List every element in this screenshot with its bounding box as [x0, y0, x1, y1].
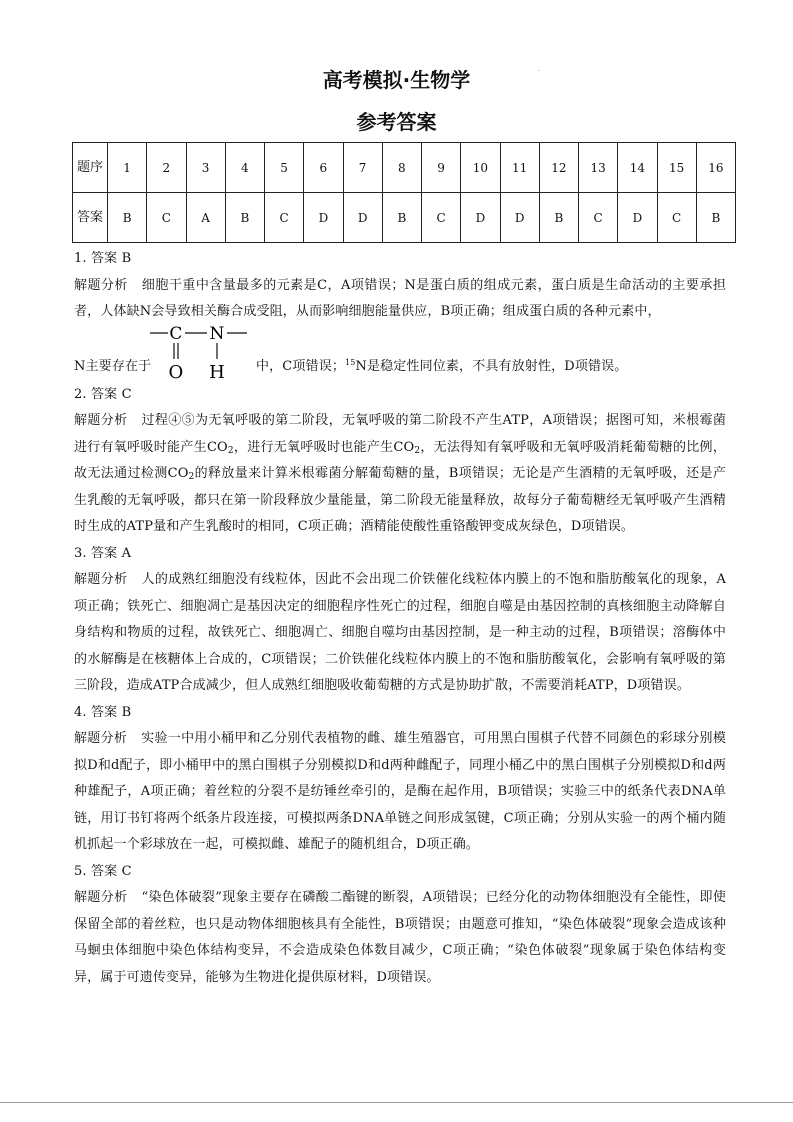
isotope-15: 15 [345, 357, 356, 367]
atom-h: H [209, 361, 225, 382]
q4-label: 解题分析 [74, 731, 128, 746]
answer-cell: C [422, 193, 461, 243]
number-row-header: 题序 [73, 143, 108, 193]
question-number-cell: 16 [696, 143, 735, 193]
q2-sub2: 2 [414, 445, 421, 456]
answer-row-header: 答案 [73, 193, 108, 243]
answer-table-number-row [73, 143, 736, 193]
question-number-cell: 2 [147, 143, 186, 193]
answer-cell: B [108, 193, 147, 243]
q3-label: 解题分析 [74, 572, 128, 587]
question-number-cell: 15 [657, 143, 696, 193]
question-number-cell: 14 [618, 143, 657, 193]
q4-heading: 4. 答案 B [74, 704, 132, 720]
scan-dot: . [538, 66, 540, 73]
q5-analysis [74, 885, 726, 991]
answer-cell: C [147, 193, 186, 243]
q5-heading: 5. 答案 C [74, 863, 132, 879]
answer-cell: D [618, 193, 657, 243]
answer-cell: B [382, 193, 421, 243]
q2-p2: ，进行无氧呼吸时也能产生CO [233, 439, 415, 455]
answer-table [72, 142, 736, 243]
q1-text-b: 中，C项错误； [256, 358, 345, 374]
q1-n-mainly: N主要存在于 [74, 358, 152, 374]
answer-cell: B [696, 193, 735, 243]
atom-c: C [169, 323, 183, 344]
q1-formula-line [74, 324, 726, 382]
q2-sub3: 2 [188, 472, 195, 482]
answer-cell: C [579, 193, 618, 243]
q2-p4: 的释放量来计算米根霉菌分解葡萄糖的量，B项错误；无论是产生酒精的无氧呼吸，还是产生乳酸的无氧呼吸，都只在第一阶段释放少量能量，第二阶段无能量释放，故每分子葡萄糖经无氧呼吸产生酒精时生成的ATP量和产生乳酸时的相同，C项正确；酒精能使酸性重铬酸钾变成灰绿色，D项错误。 [74, 466, 726, 534]
q2-heading: 2. 答案 C [74, 386, 132, 402]
answer-cell: D [461, 193, 500, 243]
question-number-cell: 10 [461, 143, 500, 193]
q5-text: “染色体破裂”现象主要存在磷酸二酯键的断裂，A项错误；已经分化的动物体细胞没有全能性，即使保留全部的着丝粒，也只是动物体细胞核具有全能性，B项错误；由题意可推知，“染色体破裂”现象会造成该种马蛔虫体细胞中染色体结构变异，不会造成染色体数目减少，C项正确；“染色体破裂”现象属于染色体结构变异，属于可遗传变异，能够为生物进化提供原材料，D项错误。 [74, 890, 726, 985]
q1-label: 解题分析 [74, 277, 128, 293]
question-number-cell: 13 [579, 143, 618, 193]
q2-analysis [74, 408, 726, 541]
question-number-cell: 11 [500, 143, 539, 193]
explanations [74, 246, 726, 991]
question-number-cell: 7 [343, 143, 382, 193]
answer-cell: C [265, 193, 304, 243]
question-number-cell: 8 [382, 143, 421, 193]
answer-cell: A [186, 193, 225, 243]
q3-text: 人的成熟红细胞没有线粒体，因此不会出现二价铁催化线粒体内膜上的不饱和脂肪酸氧化的现象，A项正确；铁死亡、细胞凋亡是基因决定的细胞程序性死亡的过程，细胞自噬是由基因控制的真核细胞主动降解自身结构和物质的过程，故铁死亡、细胞凋亡、细胞自噬均由基因控制，是一种主动的过程，B项错误；溶酶体中的水解酶是在核糖体上合成的，C项错误；二价铁催化线粒体内膜上的不饱和脂肪酸氧化，会影响有氧呼吸的第三阶段，造成ATP合成减少，但人成熟红细胞吸收葡萄糖的方式是协助扩散，不需要消耗ATP，D项错误。 [74, 572, 726, 693]
answer-cell: D [343, 193, 382, 243]
q4-text: 实验一中用小桶甲和乙分别代表植物的雌、雄生殖器官，可用黑白围棋子代替不同颜色的彩球分别模拟D和d配子，即小桶甲中的黑白围棋子分别模拟D和d两种雌配子，同理小桶乙中的黑白围棋子分别模拟D和d两种雄配子，A项正确；着丝粒的分裂不是纺锤丝牵引的，是酶在起作用，B项错误；实验三中的纸条代表DNA单链，用订书钉将两个纸条片段连接，可模拟两条DNA单链之间形成氢键，C项正确；分别从实验一的两个桶内随机抓起一个彩球放在一起，可模拟雌、雄配子的随机组合，D项正确。 [74, 731, 726, 852]
question-number-cell: 4 [225, 143, 264, 193]
question-number-cell: 12 [539, 143, 578, 193]
atom-n: N [209, 323, 225, 344]
q1-heading: 1. 答案 B [74, 251, 132, 266]
answer-cell: D [500, 193, 539, 243]
q1-analysis [74, 273, 726, 326]
question-number-cell: 6 [304, 143, 343, 193]
q2-p1: 过程④⑤为无氧呼吸的第二阶段，无氧呼吸的第二阶段不产生ATP，A项错误；据图可知，米根霉菌进行有氧呼吸时能产生CO [74, 413, 726, 455]
q3-analysis [74, 567, 726, 700]
page-title: 高考模拟·生物学 [322, 68, 471, 92]
q3-heading: 3. 答案 A [74, 545, 132, 561]
page-subtitle: 参考答案 [356, 110, 437, 134]
peptide-bond-structure [144, 320, 254, 382]
q2-sub1: 2 [227, 445, 234, 456]
answer-cell: C [657, 193, 696, 243]
q1-text-a: 细胞干重中含量最多的元素是C，A项错误；N是蛋白质的组成元素，蛋白质是生命活动的主要承担者，人体缺N会导致相关酶合成受阻，从而影响细胞能量供应，B项正确；组成蛋白质的各种元素中， [74, 277, 726, 319]
answer-cell: B [225, 193, 264, 243]
question-number-cell: 3 [186, 143, 225, 193]
q2-p3: ，无法得知有氧呼吸和无氧呼吸消耗葡萄糖的比例，故无法通过检测CO [74, 439, 727, 481]
q1-text-c: N是稳定性同位素，不具有放射性，D项错误。 [355, 358, 628, 374]
answer-table-answer-row [73, 193, 736, 243]
answer-cell: B [539, 193, 578, 243]
answer-cell: D [304, 193, 343, 243]
question-number-cell: 9 [422, 143, 461, 193]
q4-analysis [74, 726, 726, 859]
q1-text-b-line [256, 354, 627, 381]
question-number-cell: 5 [265, 143, 304, 193]
atom-o: O [168, 361, 184, 382]
q2-label: 解题分析 [74, 413, 128, 428]
q5-label: 解题分析 [74, 890, 128, 905]
question-number-cell: 1 [108, 143, 147, 193]
bottom-divider [0, 1102, 793, 1103]
